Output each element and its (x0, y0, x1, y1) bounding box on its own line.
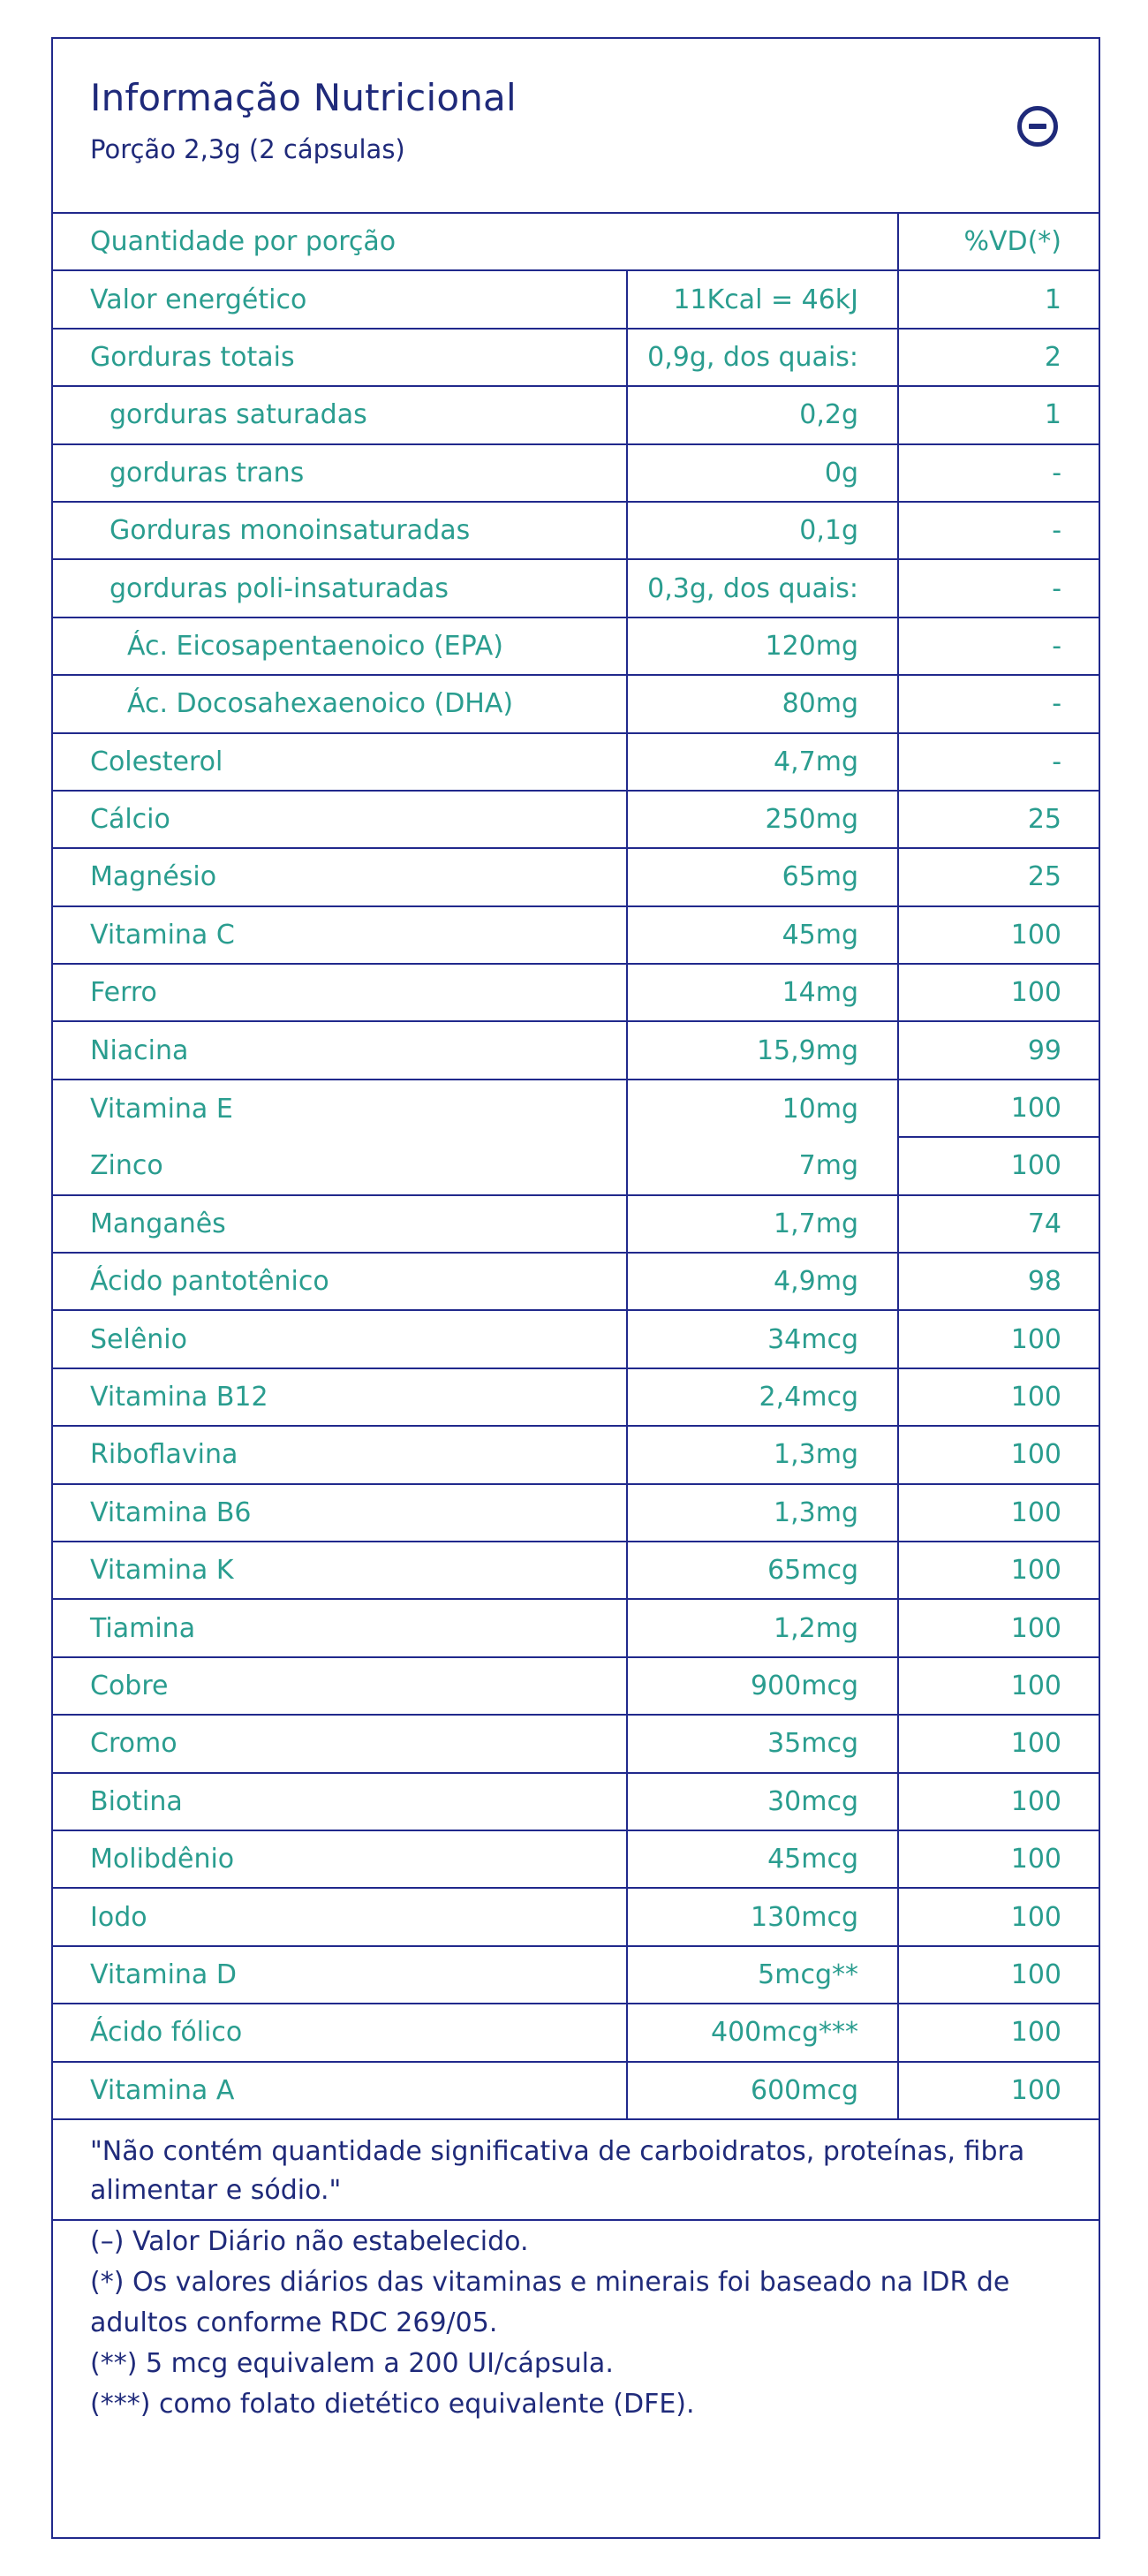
nutrient-vd: - (898, 444, 1099, 502)
table-row (53, 1137, 1099, 1194)
nutrient-vd: 99 (898, 1021, 1099, 1079)
nutrient-vd: 98 (898, 1253, 1099, 1310)
table-row (53, 1195, 1099, 1253)
table-row (53, 1542, 1099, 1599)
nutrient-amount: 80mg (627, 675, 898, 732)
table-row (53, 444, 1099, 502)
nutrient-name: Vitamina A (53, 2062, 627, 2119)
nutrient-vd: 25 (898, 848, 1099, 905)
nutrient-vd: 100 (898, 1773, 1099, 1830)
nutrient-amount: 1,3mg (627, 1484, 898, 1542)
table-row (53, 848, 1099, 905)
nutrient-name: Manganês (53, 1195, 627, 1253)
nutrient-vd: 100 (898, 2062, 1099, 2119)
nutrient-name: Ác. Docosahexaenoico (DHA) (53, 675, 627, 732)
nutrient-vd: 100 (898, 1599, 1099, 1656)
nutrient-name: Selênio (53, 1310, 627, 1368)
table-row (53, 1715, 1099, 1772)
table-row (53, 617, 1099, 675)
nutrient-name: gorduras saturadas (53, 386, 627, 443)
table-row (53, 502, 1099, 559)
nutrient-vd: 100 (898, 2004, 1099, 2061)
nutrient-name: Cálcio (53, 791, 627, 848)
nutrient-name: Valor energético (53, 270, 627, 328)
nutrient-name: Ferro (53, 964, 627, 1021)
table-row (53, 270, 1099, 328)
nutrient-amount: 0g (627, 444, 898, 502)
nutrient-name: Zinco (53, 1137, 627, 1194)
nutrient-vd: 100 (898, 1657, 1099, 1715)
nutrient-name: Vitamina B12 (53, 1368, 627, 1426)
nutrient-amount: 0,1g (627, 502, 898, 559)
table-row (53, 906, 1099, 964)
nutrient-name: gorduras poli-insaturadas (53, 559, 627, 617)
nutrient-name: Cromo (53, 1715, 627, 1772)
statement-text: "Não contém quantidade significativa de carboidratos, proteínas, fibra alimentar e sódio." (90, 2136, 1025, 2206)
nutrient-vd: - (898, 617, 1099, 675)
table-row (53, 2062, 1099, 2119)
nutrient-vd: 100 (898, 1426, 1099, 1483)
table-row (53, 1657, 1099, 1715)
table-row (53, 791, 1099, 848)
nutrient-amount: 0,2g (627, 386, 898, 443)
table-row (53, 1021, 1099, 1079)
nutrient-vd: 100 (898, 1484, 1099, 1542)
nutrient-vd: 1 (898, 386, 1099, 443)
nutrition-table (53, 212, 1099, 2120)
nutrient-amount: 15,9mg (627, 1021, 898, 1079)
nutrient-amount: 0,3g, dos quais: (627, 559, 898, 617)
nutrient-amount: 600mcg (627, 2062, 898, 2119)
table-header-row (53, 213, 1099, 270)
nutrient-amount: 130mcg (627, 1888, 898, 1945)
nutrient-amount: 65mg (627, 848, 898, 905)
table-row (53, 1368, 1099, 1426)
nutrient-name: Iodo (53, 1888, 627, 1945)
table-row (53, 1426, 1099, 1483)
header-vd-label: %VD(*) (898, 213, 1099, 270)
table-row (53, 1773, 1099, 1830)
table-row (53, 1484, 1099, 1542)
nutrient-name: Ácido pantotênico (53, 1253, 627, 1310)
nutrient-vd: 100 (898, 1137, 1099, 1194)
nutrient-vd: 2 (898, 329, 1099, 386)
nutrient-name: Molibdênio (53, 1830, 627, 1888)
footnote-line: adultos conforme RDC 269/05. (90, 2307, 498, 2338)
nutrient-amount: 5mcg** (627, 1946, 898, 2004)
nutrient-vd: 25 (898, 791, 1099, 848)
nutrient-vd: - (898, 502, 1099, 559)
nutrient-amount: 10mg (627, 1080, 898, 1137)
nutrient-amount: 120mg (627, 617, 898, 675)
nutrient-vd: 100 (898, 1888, 1099, 1945)
nutrient-vd: 100 (898, 1080, 1099, 1137)
table-row (53, 1946, 1099, 2004)
nutrient-vd: - (898, 559, 1099, 617)
nutrient-name: Cobre (53, 1657, 627, 1715)
nutrient-name: Gorduras monoinsaturadas (53, 502, 627, 559)
table-row (53, 559, 1099, 617)
nutrient-name: Tiamina (53, 1599, 627, 1656)
nutrient-amount: 14mg (627, 964, 898, 1021)
nutrient-amount: 34mcg (627, 1310, 898, 1368)
nutrient-name: Ác. Eicosapentaenoico (EPA) (53, 617, 627, 675)
nutrient-amount: 250mg (627, 791, 898, 848)
nutrient-name: Ácido fólico (53, 2004, 627, 2061)
header-quantity-label: Quantidade por porção (53, 213, 898, 270)
table-row (53, 675, 1099, 732)
nutrient-name: Magnésio (53, 848, 627, 905)
nutrient-vd: 100 (898, 1310, 1099, 1368)
nutrient-name: Niacina (53, 1021, 627, 1079)
table-row (53, 2004, 1099, 2061)
nutrient-amount: 35mcg (627, 1715, 898, 1772)
table-row (53, 1888, 1099, 1945)
nutrient-name: Vitamina K (53, 1542, 627, 1599)
footnote-line: (**) 5 mcg equivalem a 200 UI/cápsula. (90, 2348, 614, 2379)
nutrient-vd: 1 (898, 270, 1099, 328)
nutrient-vd: 100 (898, 1715, 1099, 1772)
nutrient-name: Vitamina E (53, 1080, 627, 1137)
nutrient-vd: - (898, 675, 1099, 732)
nutrient-name: Vitamina C (53, 906, 627, 964)
nutrition-panel (51, 37, 1100, 2539)
nutrient-vd: - (898, 733, 1099, 791)
nutrient-amount: 30mcg (627, 1773, 898, 1830)
nutrient-amount: 4,7mg (627, 733, 898, 791)
nutrient-amount: 900mcg (627, 1657, 898, 1715)
nutrient-vd: 100 (898, 1368, 1099, 1426)
nutrient-amount: 0,9g, dos quais: (627, 329, 898, 386)
table-row (53, 733, 1099, 791)
nutrient-vd: 100 (898, 1542, 1099, 1599)
nutrient-amount: 45mg (627, 906, 898, 964)
nutrient-amount: 11Kcal = 46kJ (627, 270, 898, 328)
table-row (53, 1599, 1099, 1656)
nutrient-amount: 1,3mg (627, 1426, 898, 1483)
table-row (53, 386, 1099, 443)
table-row (53, 1830, 1099, 1888)
table-row (53, 1080, 1099, 1137)
serving-size: Porção 2,3g (2 cápsulas) (90, 134, 405, 164)
statement-box (53, 2118, 1099, 2219)
nutrient-vd: 100 (898, 1830, 1099, 1888)
nutrient-amount: 65mcg (627, 1542, 898, 1599)
nutrient-amount: 4,9mg (627, 1253, 898, 1310)
nutrient-name: gorduras trans (53, 444, 627, 502)
nutrient-amount: 45mcg (627, 1830, 898, 1888)
nutrient-amount: 1,2mg (627, 1599, 898, 1656)
table-row (53, 329, 1099, 386)
nutrient-amount: 2,4mcg (627, 1368, 898, 1426)
nutrient-name: Gorduras totais (53, 329, 627, 386)
panel-title: Informação Nutricional (90, 76, 517, 119)
nutrient-vd: 74 (898, 1195, 1099, 1253)
nutrient-name: Riboflavina (53, 1426, 627, 1483)
footnote-line: (***) como folato dietético equivalente (DFE). (90, 2389, 695, 2420)
footnotes-box (53, 2219, 1099, 2539)
footnote-line: (–) Valor Diário não estabelecido. (90, 2226, 529, 2257)
minus-circle-icon[interactable] (1017, 106, 1058, 147)
nutrient-vd: 100 (898, 964, 1099, 1021)
nutrient-amount: 400mcg*** (627, 2004, 898, 2061)
footnote-line: (*) Os valores diários das vitaminas e minerais foi baseado na IDR de (90, 2267, 1010, 2298)
minus-bar (1029, 124, 1046, 129)
table-row (53, 964, 1099, 1021)
nutrient-vd: 100 (898, 1946, 1099, 2004)
nutrient-name: Vitamina B6 (53, 1484, 627, 1542)
nutrient-amount: 1,7mg (627, 1195, 898, 1253)
table-row (53, 1253, 1099, 1310)
panel-header[interactable] (53, 39, 1099, 212)
nutrient-amount: 7mg (627, 1137, 898, 1194)
nutrient-name: Vitamina D (53, 1946, 627, 2004)
nutrient-vd: 100 (898, 906, 1099, 964)
nutrient-name: Colesterol (53, 733, 627, 791)
table-row (53, 1310, 1099, 1368)
nutrient-name: Biotina (53, 1773, 627, 1830)
